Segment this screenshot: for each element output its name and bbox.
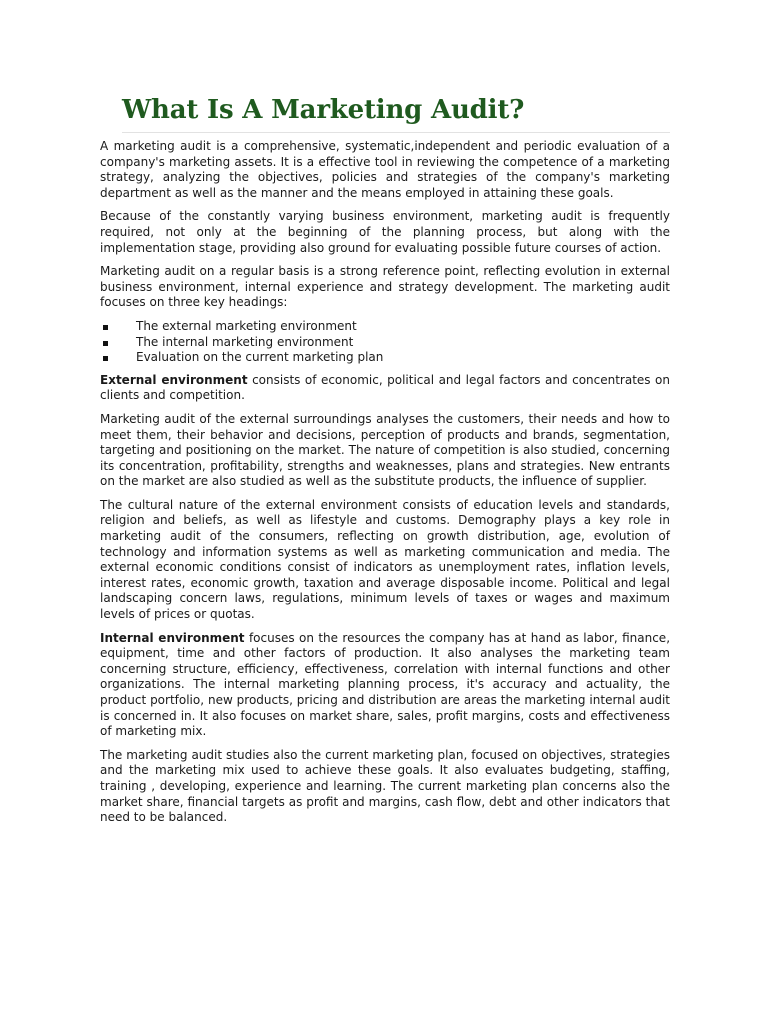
current-plan-paragraph: The marketing audit studies also the current marketing plan, focused on objectives, strategies and the marketing mix used to achieve these goals. It also evaluates budgeting, staffing, training , developing, experience and learning. The current marketing plan concerns also the market share, financial targets as profit and margins, cash flow, debt and other indicators that need to be balanced. [100, 747, 670, 825]
square-bullet-icon [103, 356, 108, 361]
external-environment-text: consists of economic, political and legal factors and concentrates on clients and competition. [100, 372, 670, 403]
reference-paragraph: Marketing audit on a regular basis is a strong reference point, reflecting evolution in external business environment, internal experience and strategy development. The marketing audit focuses on three key headings: [100, 264, 670, 310]
intro-paragraph: A marketing audit is a comprehensive, systematic,independent and periodic evaluation of a company's marketing assets. It is a effective tool in reviewing the competence of a marketing strategy, analyzing the objectives, policies and strategies of the company's marketing department as well as the manner and the means employed in attaining these goals. [100, 139, 670, 200]
external-environment-paragraph [100, 373, 670, 404]
environment-paragraph: Because of the constantly varying business environment, marketing audit is frequently required, not only at the beginning of the planning process, but along with the implementation stage, providing also ground for evaluating possible future courses of action. [100, 209, 670, 255]
cultural-paragraph: The cultural nature of the external environment consists of education levels and standards, religion and beliefs, as well as lifestyle and customs. Demography plays a key role in marketing audit of the consumers, reflecting on growth distribution, age, evolution of technology and information systems as well as marketing communication and media. The external economic conditions consist of indicators as unemployment rates, inflation levels, interest rates, economic growth, taxation and average disposable income. Political and legal landscaping concern laws, regulations, minimum levels of taxes or wages and maximum levels of prices or quotas. [100, 497, 670, 622]
list-item [100, 335, 670, 351]
document-page [100, 92, 670, 834]
square-bullet-icon [103, 341, 108, 346]
key-headings-list [100, 319, 670, 366]
internal-environment-paragraph [100, 631, 670, 740]
list-item [100, 350, 670, 366]
external-environment-term: External environment [100, 372, 248, 387]
internal-environment-text: focuses on the resources the company has at hand as labor, finance, equipment, time and other factors of production. It also analyses the marketing team concerning structure, efficiency, effectiveness, correlation with internal functions and other organizations. The internal marketing planning process, it's accuracy and actuality, the product portfolio, new products, pricing and distribution are areas the marketing internal audit is concerned in. It also focuses on market share, sales, profit margins, costs and effectiveness of marketing mix. [100, 630, 671, 739]
square-bullet-icon [103, 325, 108, 330]
list-item [100, 319, 670, 335]
surroundings-paragraph: Marketing audit of the external surroundings analyses the customers, their needs and how to meet them, their behavior and decisions, perception of products and brands, segmentation, targeting and positioning on the market. The nature of competition is also studied, concerning its concentration, profitability, strengths and weaknesses, plans and strategies. New entrants on the market are also studied as well as the substitute products, the influence of supplier. [100, 411, 670, 489]
page-title: What Is A Marketing Audit? [122, 95, 525, 125]
list-item-label: The external marketing environment [136, 318, 357, 333]
list-item-label: The internal marketing environment [136, 334, 354, 349]
list-item-label: Evaluation on the current marketing plan [136, 350, 384, 365]
title-divider [122, 132, 670, 133]
internal-environment-term: Internal environment [100, 630, 245, 645]
